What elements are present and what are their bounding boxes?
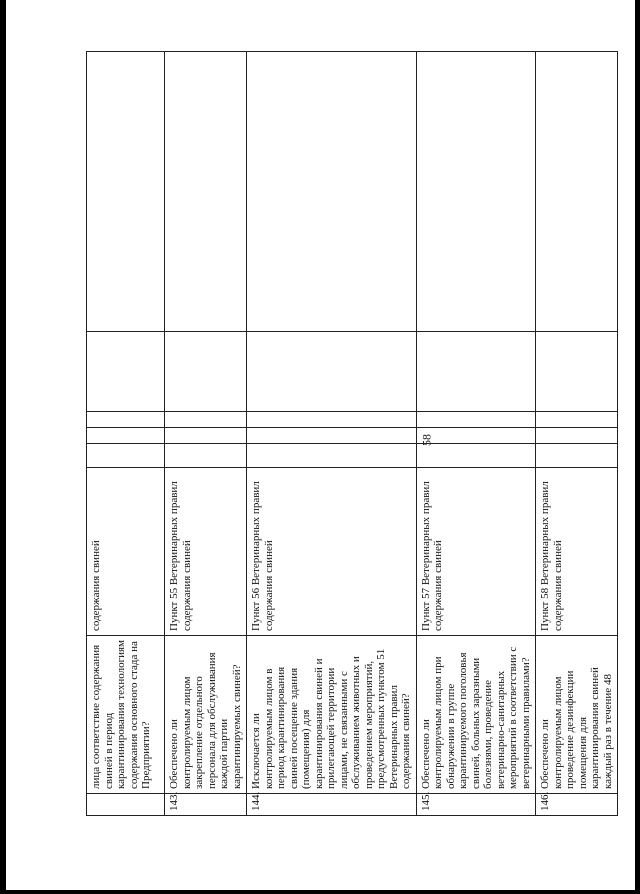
page-number: 58 — [419, 434, 434, 446]
recommendation-cell — [87, 332, 165, 412]
answer-yes-cell — [165, 444, 247, 468]
answer-no-cell — [247, 428, 417, 444]
note-cell — [165, 52, 247, 332]
recommendation-cell — [536, 332, 618, 412]
note-cell — [87, 52, 165, 332]
row-number — [87, 794, 165, 816]
answer-no-cell — [536, 428, 618, 444]
row-number: 146. — [536, 794, 618, 816]
reference-cell: Пункт 56 Ветеринарных правил содержания свиней — [247, 468, 417, 636]
question-cell: Исключается ли контролируемым лицом в период карантинирования свиней посещение здания (помещения) для карантинирования свиней и прилегающей территории лицами, не связанными с обслуживанием животных и проведением мероприятий, предусмотренных пунктом 51 Ветеринарных правил содержания свиней? — [247, 636, 417, 794]
answer-no-cell — [165, 428, 247, 444]
scan-border-right — [635, 0, 640, 894]
rotated-page-area — [86, 68, 614, 816]
row-number: 143. — [165, 794, 247, 816]
answer-no-cell — [87, 428, 165, 444]
recommendation-cell — [165, 332, 247, 412]
reference-cell: Пункт 57 Ветеринарных правил содержания свиней — [416, 468, 536, 636]
answer-yes-cell — [416, 444, 536, 468]
table-row — [416, 52, 536, 816]
scan-border-bottom — [0, 890, 640, 894]
answer-na-cell — [536, 412, 618, 428]
note-cell — [536, 52, 618, 332]
table-row — [247, 52, 417, 816]
reference-cell: содержания свиней — [87, 468, 165, 636]
answer-na-cell — [165, 412, 247, 428]
answer-na-cell — [87, 412, 165, 428]
question-cell: Обеспечено ли контролируемым лицом при обнаружении в группе карантинируемого поголовья свиней, больных заразными болезнями, проведение ветеринарно-санитарных мероприятий в соответствии с ветеринарными правилами? — [416, 636, 536, 794]
checklist-table — [86, 51, 618, 816]
answer-yes-cell — [536, 444, 618, 468]
question-cell: лица соответствие содержания свиней в период карантинирования технологиям содержания основного стада на Предприятии? — [87, 636, 165, 794]
recommendation-cell — [416, 332, 536, 412]
note-cell — [416, 52, 536, 332]
reference-cell: Пункт 55 Ветеринарных правил содержания свиней — [165, 468, 247, 636]
question-cell: Обеспечено ли контролируемым лицом закрепление отдельного персонала для обслуживания каждой партии карантинируемых свиней? — [165, 636, 247, 794]
table-row — [536, 52, 618, 816]
answer-yes-cell — [87, 444, 165, 468]
table-row — [87, 52, 165, 816]
answer-na-cell — [247, 412, 417, 428]
question-cell: Обеспечено ли контролируемым лицом проведение дезинфекции помещения для карантинирования свиней каждый раз в течение 48 — [536, 636, 618, 794]
scan-border-left — [0, 0, 6, 894]
reference-cell: Пункт 58 Ветеринарных правил содержания свиней — [536, 468, 618, 636]
answer-na-cell — [416, 412, 536, 428]
recommendation-cell — [247, 332, 417, 412]
row-number: 145. — [416, 794, 536, 816]
answer-no-cell — [416, 428, 536, 444]
answer-yes-cell — [247, 444, 417, 468]
checklist-table-wrapper — [86, 68, 614, 816]
row-number: 144. — [247, 794, 417, 816]
note-cell — [247, 52, 417, 332]
table-row — [165, 52, 247, 816]
